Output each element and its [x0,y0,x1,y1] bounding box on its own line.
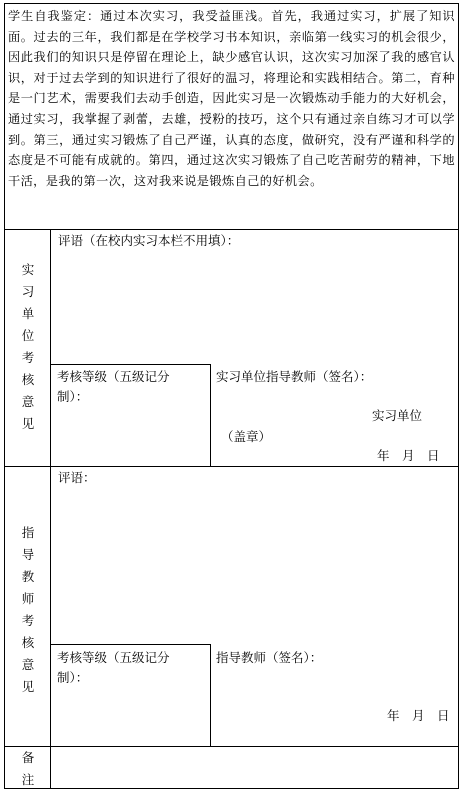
unit-seal-label: （盖章） [221,429,272,444]
unit-side-label: 实 习 单 位 考 核 意 见 [21,262,35,431]
advisor-signature-label: 指导教师（签名）： [216,650,323,665]
advisor-grade-label-line2: 制）： [57,670,89,685]
unit-name-label: 实习单位 [372,408,423,423]
advisor-comment-label: 评语： [58,470,96,485]
unit-comment-label: 评语（在校内实习本栏不用填）： [58,233,240,248]
unit-date-label: 年 月 日 [377,448,440,463]
unit-grade-label-line2: 制）： [57,389,89,404]
unit-teacher-signature-label: 实习单位指导教师（签名）： [216,369,373,384]
label-column-divider [50,229,51,788]
unit-grade-top-border [50,364,210,365]
unit-grade-right-border [210,364,211,466]
remarks-side-label: 备 注 [21,750,35,787]
appraisal-form [4,3,459,789]
advisor-date-label: 年 月 日 [387,708,450,723]
unit-grade-label-line1: 考核等级（五级记分 [57,369,170,384]
advisor-grade-right-border [210,644,211,746]
advisor-grade-label-line1: 考核等级（五级记分 [57,650,170,665]
advisor-side-label: 指 导 教 师 考 核 意 见 [21,525,35,694]
self-assessment-text: 学生自我鉴定：通过本次实习，我受益匪浅。首先，我通过实习，扩展了知识面。过去的三年，我们都是在学校学习书本知识，亲临第一线实习的机会很少，因此我们的知识只是停留在理论上，缺少感官认识，这次实习加深了我的感官认识，对于过去学到的知识进行了很好的温习，将理论和实践相结合。第二，育种是一门艺术，需要我们去动手创造，因此实习是一次锻炼动手能力的大好机会，通过实习，我掌握了剥蕾，去雄，授粉的技巧，这个只有通过亲自练习才可以学到。第三，通过实习锻炼了自己严谨，认真的态度，做研究，没有严谨和科学的态度是不可能有成就的。第四，通过这次实习锻炼了自己吃苦耐劳的精神，下地干活，是我的第一次，这对我来说是锻炼自己的好机会。 [8,9,455,188]
advisor-grade-top-border [50,644,210,645]
divider-advisor-remarks [5,746,458,747]
